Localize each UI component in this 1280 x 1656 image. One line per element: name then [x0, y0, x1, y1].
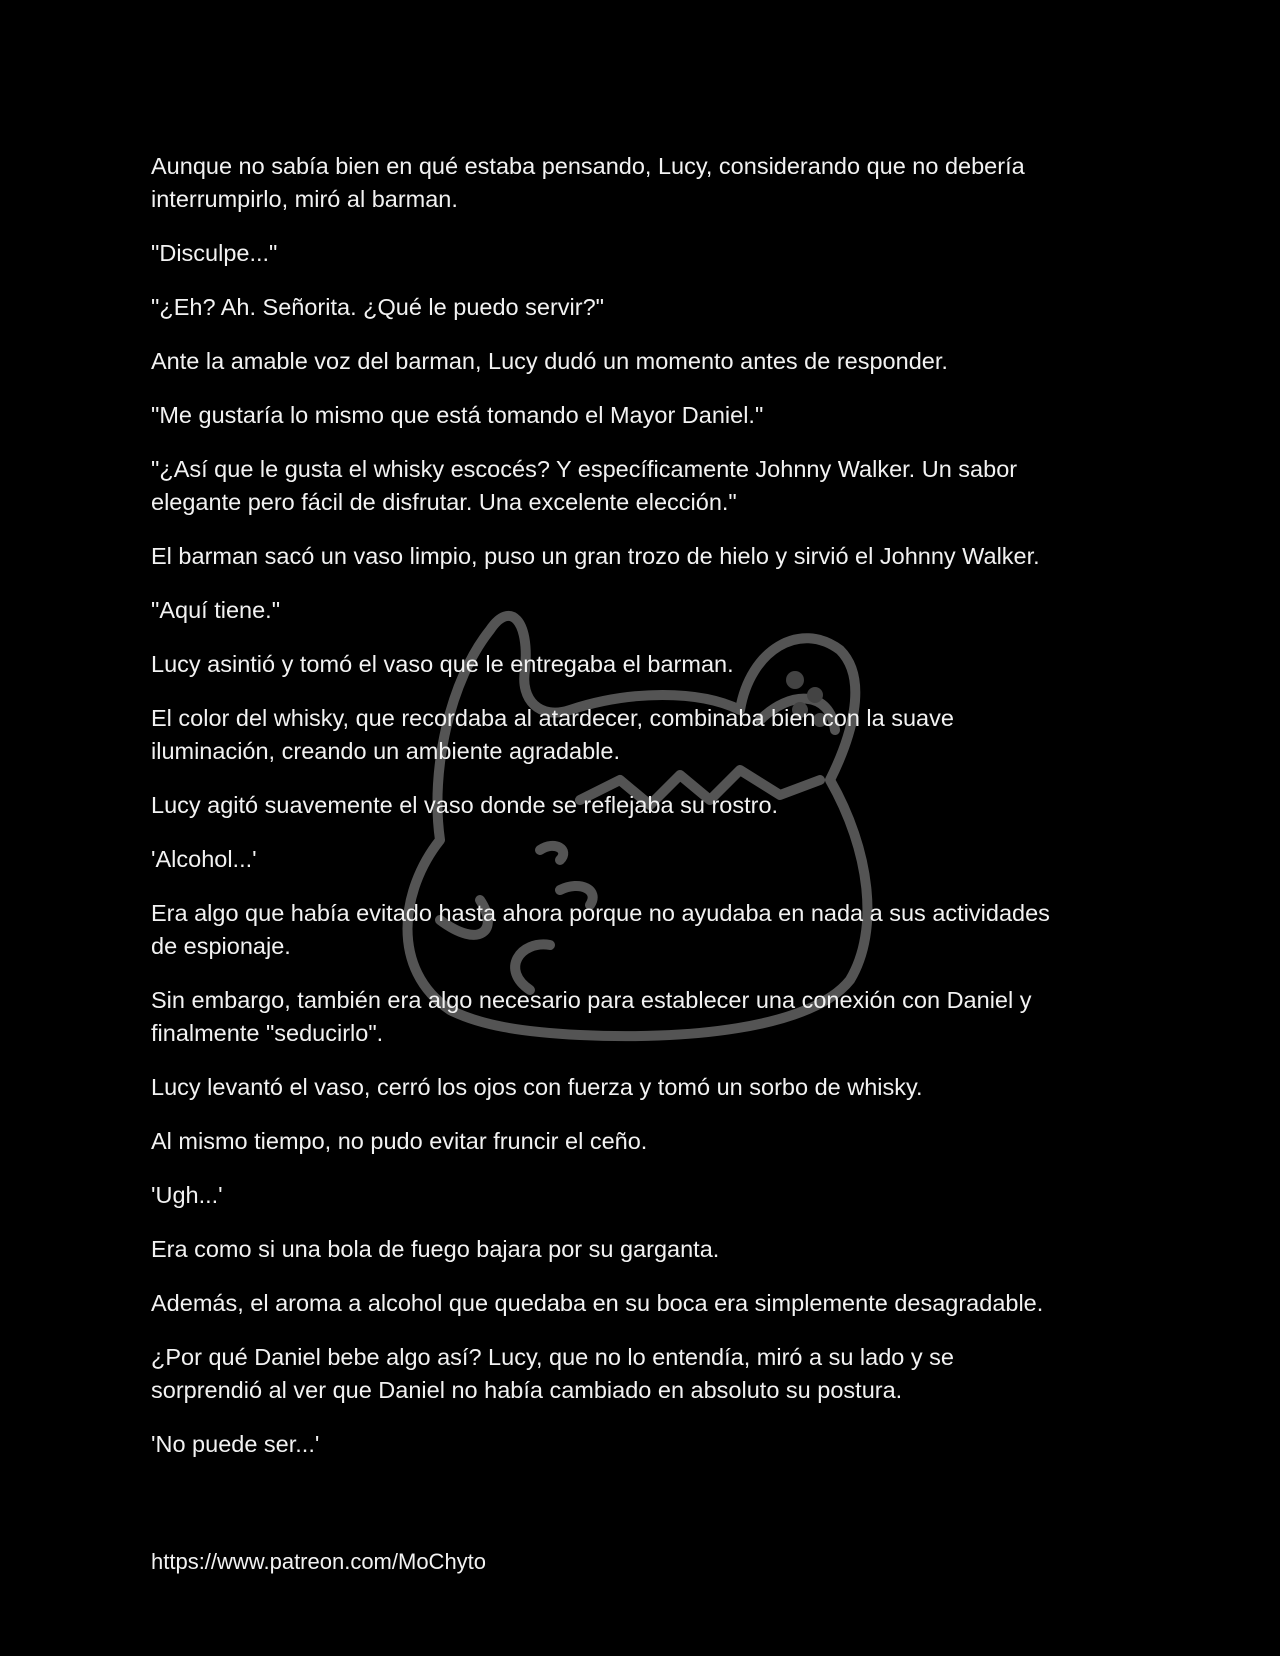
paragraph-line: El barman sacó un vaso limpio, puso un gran trozo de hielo y sirvió el Johnny Walker. — [151, 543, 1040, 569]
paragraph-line: Era como si una bola de fuego bajara por su garganta. — [151, 1236, 720, 1262]
story-paragraph — [151, 1179, 1161, 1212]
paragraph-line: "Aquí tiene." — [151, 597, 281, 623]
paragraph-line: 'No puede ser...' — [151, 1431, 320, 1457]
paragraph-line: 'Ugh...' — [151, 1182, 223, 1208]
story-paragraph — [151, 453, 1161, 519]
paragraph-line: iluminación, creando un ambiente agradable. — [151, 738, 621, 764]
story-paragraph — [151, 1071, 1161, 1104]
story-paragraph — [151, 702, 1161, 768]
story-paragraph — [151, 789, 1161, 822]
story-paragraph — [151, 540, 1161, 573]
paragraph-line: "Me gustaría lo mismo que está tomando el Mayor Daniel." — [151, 402, 764, 428]
story-paragraph — [151, 1287, 1161, 1320]
story-paragraph — [151, 897, 1161, 963]
paragraph-line: El color del whisky, que recordaba al atardecer, combinaba bien con la suave — [151, 705, 954, 731]
paragraph-line: "¿Eh? Ah. Señorita. ¿Qué le puedo servir?" — [151, 294, 604, 320]
paragraph-line: 'Alcohol...' — [151, 846, 257, 872]
story-paragraph — [151, 1233, 1161, 1266]
paragraph-line: "¿Así que le gusta el whisky escocés? Y específicamente Johnny Walker. Un sabor — [151, 456, 1018, 482]
paragraph-line: "Disculpe..." — [151, 240, 278, 266]
story-paragraph — [151, 150, 1161, 216]
paragraph-line: Lucy agitó suavemente el vaso donde se reflejaba su rostro. — [151, 792, 779, 818]
paragraph-line: de espionaje. — [151, 933, 291, 959]
paragraph-line: finalmente "seducirlo". — [151, 1020, 384, 1046]
paragraph-line: Era algo que había evitado hasta ahora porque no ayudaba en nada a sus actividades — [151, 900, 1050, 926]
story-paragraph — [151, 594, 1161, 627]
paragraph-line: Lucy levantó el vaso, cerró los ojos con fuerza y tomó un sorbo de whisky. — [151, 1074, 923, 1100]
story-paragraph — [151, 399, 1161, 432]
paragraph-line: interrumpirlo, miró al barman. — [151, 186, 458, 212]
story-paragraph — [151, 843, 1161, 876]
story-paragraph — [151, 1125, 1161, 1158]
paragraph-line: Además, el aroma a alcohol que quedaba en su boca era simplemente desagradable. — [151, 1290, 1044, 1316]
paragraph-line: Al mismo tiempo, no pudo evitar fruncir el ceño. — [151, 1128, 648, 1154]
paragraph-line: Aunque no sabía bien en qué estaba pensando, Lucy, considerando que no debería — [151, 153, 1025, 179]
story-paragraph — [151, 648, 1161, 681]
story-paragraph — [151, 291, 1161, 324]
paragraph-line: ¿Por qué Daniel bebe algo así? Lucy, que no lo entendía, miró a su lado y se — [151, 1344, 954, 1370]
story-text — [151, 150, 1161, 1482]
story-paragraph — [151, 345, 1161, 378]
patreon-link[interactable]: https://www.patreon.com/MoChyto — [151, 1549, 487, 1574]
story-paragraph — [151, 1428, 1161, 1461]
story-paragraph — [151, 237, 1161, 270]
paragraph-line: elegante pero fácil de disfrutar. Una excelente elección." — [151, 489, 737, 515]
paragraph-line: Lucy asintió y tomó el vaso que le entregaba el barman. — [151, 651, 734, 677]
story-paragraph — [151, 1341, 1161, 1407]
paragraph-line: Sin embargo, también era algo necesario para establecer una conexión con Daniel y — [151, 987, 1032, 1013]
paragraph-line: sorprendió al ver que Daniel no había cambiado en absoluto su postura. — [151, 1377, 903, 1403]
paragraph-line: Ante la amable voz del barman, Lucy dudó un momento antes de responder. — [151, 348, 948, 374]
story-paragraph — [151, 984, 1161, 1050]
